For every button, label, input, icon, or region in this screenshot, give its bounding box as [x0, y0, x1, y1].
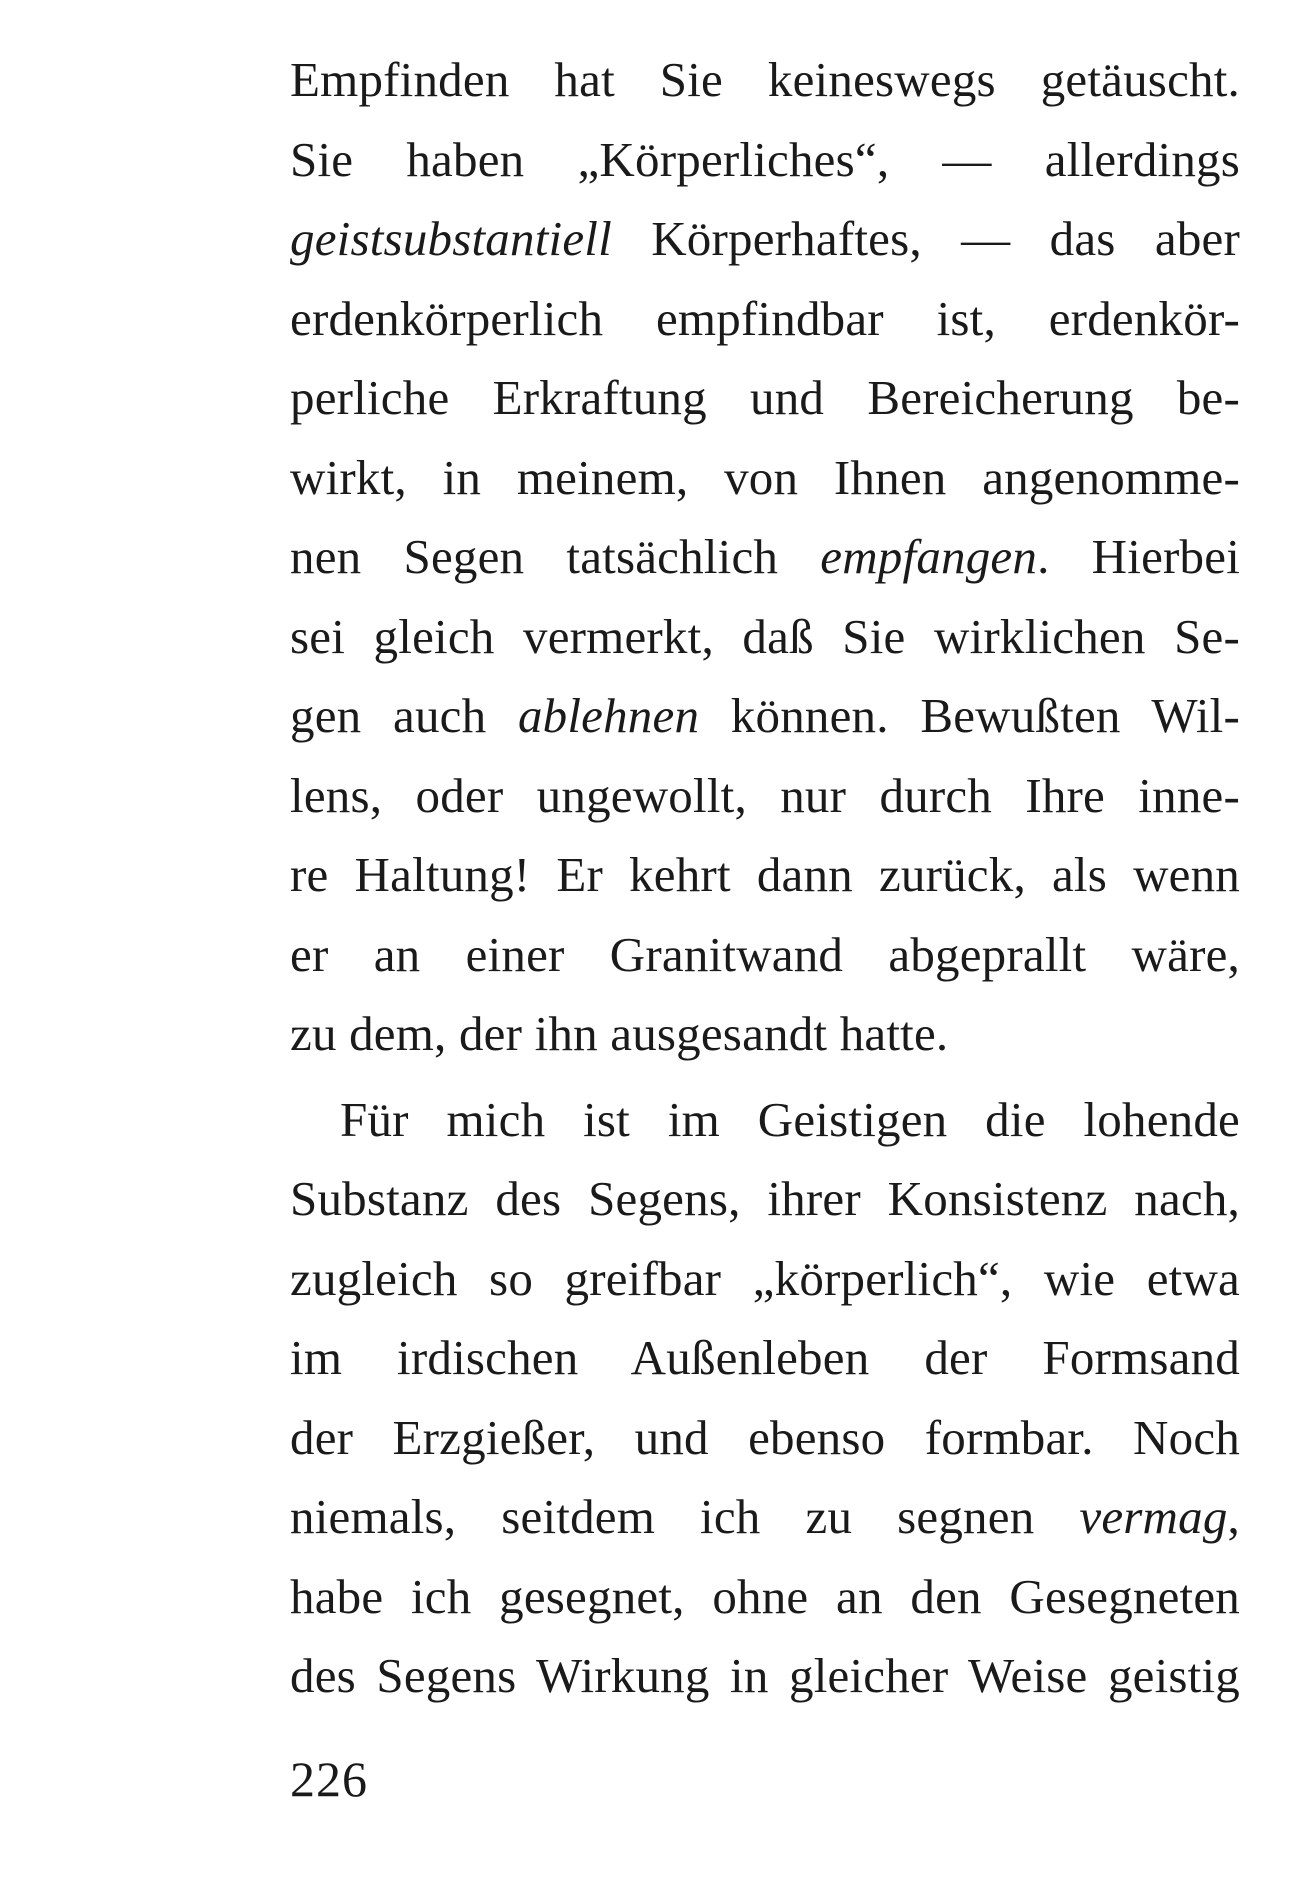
- text-line: Für mich ist im Geistigen die lohende: [340, 1091, 1240, 1147]
- text-line: des Segens Wirkung in gleicher Weise geistig: [290, 1648, 1240, 1703]
- emphasis-empfangen: empfangen: [820, 529, 1038, 584]
- text-line: gen auch ablehnen können. Bewußten Wil-: [290, 688, 1240, 743]
- emphasis-vermag: vermag: [1079, 1489, 1228, 1544]
- emphasis-ablehnen: ablehnen: [517, 688, 700, 743]
- text-line: Sie haben „Körperliches“, — allerdings: [290, 131, 1240, 187]
- text-line: im irdischen Außenleben der Formsand: [290, 1330, 1240, 1385]
- text-line: Empfinden hat Sie keineswegs getäuscht.: [290, 52, 1240, 107]
- text-line: zugleich so greifbar „körperlich“, wie etwa: [290, 1250, 1240, 1306]
- text-line: sei gleich vermerkt, daß Sie wirklichen Se-: [290, 608, 1240, 664]
- body-text: [290, 40, 1240, 1716]
- text-line: niemals, seitdem ich zu segnen vermag,: [290, 1489, 1240, 1544]
- text-line: habe ich gesegnet, ohne an den Gesegneten: [290, 1568, 1240, 1624]
- text-line: zu dem, der ihn ausgesandt hatte.: [290, 1006, 949, 1061]
- page-number: 226: [290, 1751, 368, 1807]
- text-line: geistsubstantiell Körperhaftes, — das aber: [290, 211, 1240, 266]
- text-line: erdenkörperlich empfindbar ist, erdenkör-: [290, 290, 1240, 346]
- text-line: wirkt, in meinem, von Ihnen angenomme-: [290, 449, 1240, 505]
- text-line: nen Segen tatsächlich empfangen. Hierbei: [290, 529, 1240, 584]
- text-line: perliche Erkraftung und Bereicherung be-: [290, 370, 1240, 425]
- text-line: Substanz des Segens, ihrer Konsistenz nach,: [290, 1171, 1240, 1226]
- emphasis-geistsubstantiell: geistsubstantiell: [290, 211, 612, 266]
- text-line: er an einer Granitwand abgeprallt wäre,: [290, 926, 1240, 982]
- text-line: re Haltung! Er kehrt dann zurück, als wenn: [290, 847, 1240, 902]
- text-line: lens, oder ungewollt, nur durch Ihre inne-: [290, 767, 1240, 823]
- text-line: der Erzgießer, und ebenso formbar. Noch: [290, 1409, 1240, 1465]
